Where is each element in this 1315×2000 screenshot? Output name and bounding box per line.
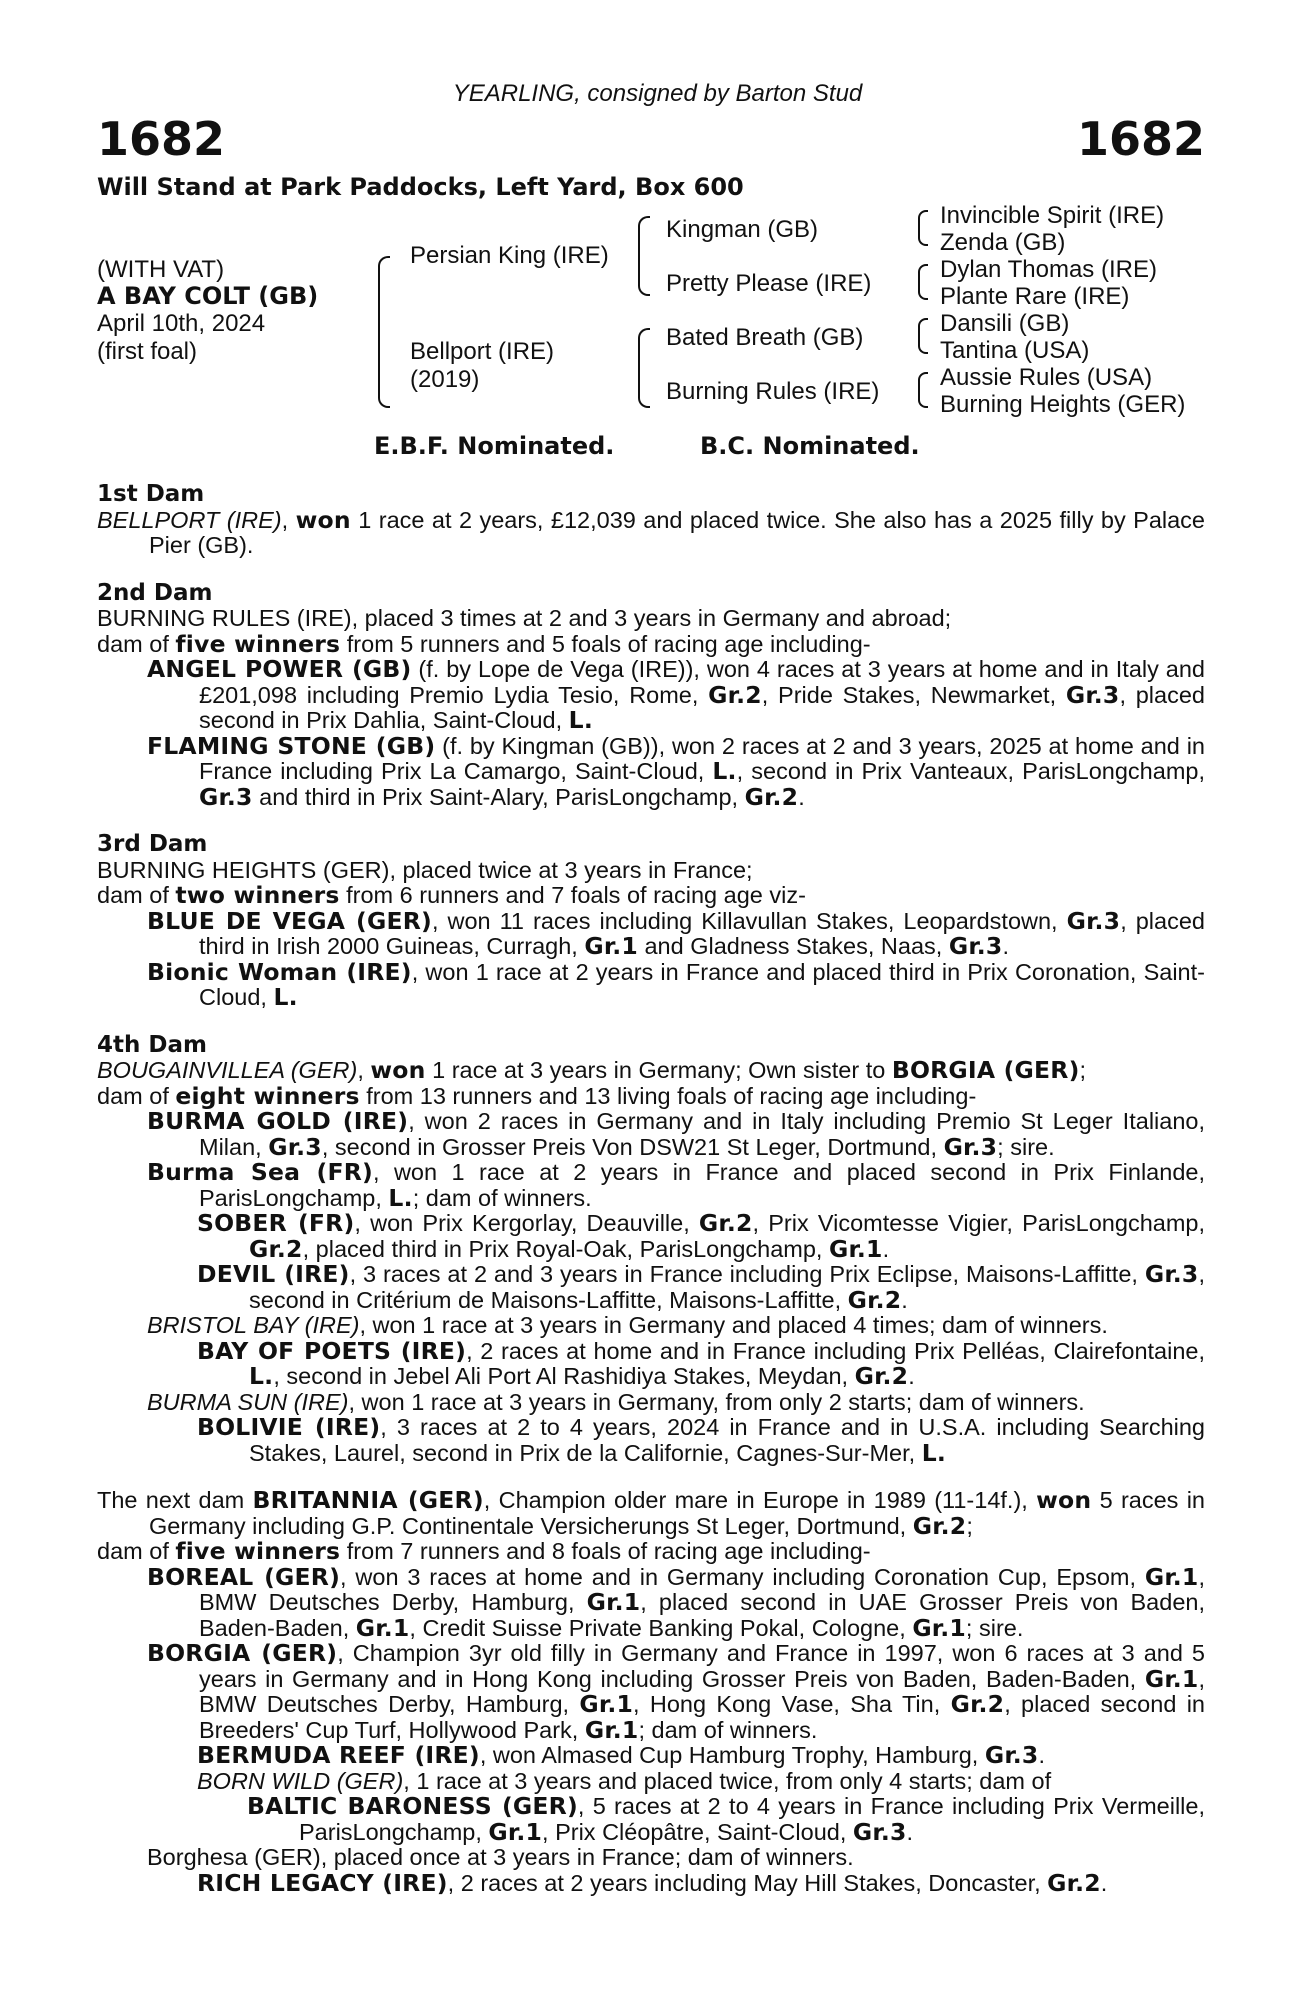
section-heading: 2nd Dam [97,579,213,606]
section-heading: 3rd Dam [97,831,208,857]
produce-summary: dam of five winners from 7 runners and 8 foals of racing age including- [97,1537,871,1565]
section-4th-dam [97,1033,1205,1467]
sire: Persian King (IRE) [410,242,609,269]
dam-record: BURNING HEIGHTS (GER), placed twice at 3 years in France; [97,856,753,883]
section-1st-dam [97,482,1205,559]
produce-entry: BURMA SUN (IRE), won 1 race at 3 years in Germany, from only 2 starts; dam of winners. [147,1388,1085,1415]
section-3rd-dam [97,832,1205,1011]
produce-entry: ANGEL POWER (GB) (f. by Lope de Vega (IRE)), won 4 races at 3 years at home and in Italy and £201,098 including Premio Lydia Tesio, Rome, Gr.2, Pride Stakes, Newmarket, Gr.3, placed second in Prix Dahlia, Saint-Cloud, L. [147,655,1205,734]
dam-dam: Burning Rules (IRE) [666,378,880,405]
dam-record: BELLPORT (IRE), won 1 race at 2 years, £12,039 and placed twice. She also has a 2025 filly by Palace Pier (GB). [97,505,1206,558]
g3-ancestor: Burning Heights (GER) [940,391,1186,418]
produce-entry: BRISTOL BAY (IRE), won 1 race at 3 years in Germany and placed 4 times; dam of winners. [147,1312,1108,1338]
lot-number-left: 1682 [97,112,226,166]
produce-entry: BLUE DE VEGA (GER), won 11 races including Killavullan Stakes, Leopardstown, Gr.3, placed third in Irish 2000 Guineas, Curragh, Gr.1 and Gladness Stakes, Naas, Gr.3. [147,906,1205,960]
section-heading: 1st Dam [97,481,205,507]
sire-dam: Pretty Please (IRE) [666,270,872,297]
lot-number-right: 1682 [1076,112,1205,166]
produce-entry: BORN WILD (GER), 1 race at 3 years and placed twice, from only 4 starts; dam of [197,1767,1052,1794]
g3-ancestor: Dylan Thomas (IRE) [940,256,1157,283]
dam-record: BOUGAINVILLEA (GER), won 1 race at 3 years in Germany; Own sister to BORGIA (GER); [97,1056,1087,1084]
g3-ancestor: Plante Rare (IRE) [940,283,1130,310]
produce-entry: SOBER (FR), won Prix Kergorlay, Deauville, Gr.2, Prix Vicomtesse Vigier, ParisLongchamp, Gr.2, placed third in Prix Royal-Oak, ParisLongchamp, Gr.1. [197,1209,1206,1263]
produce-entry: FLAMING STONE (GB) (f. by Kingman (GB)), won 2 races at 2 and 3 years, 2025 at home and in France including Prix La Camargo, Saint-Cloud, L., second in Prix Vanteaux, ParisLongchamp, Gr.3 and third in Prix Saint-Alary, ParisLongchamp, Gr.2. [147,731,1205,811]
section-next-dam [97,1488,1205,1896]
produce-entry: DEVIL (IRE), 3 races at 2 and 3 years in France including Prix Eclipse, Maisons-Laffitte, Gr.3, second in Critérium de Maisons-Laffitte, Maisons-Laffitte, Gr.2. [197,1260,1205,1314]
dam-record: The next dam BRITANNIA (GER), Champion older mare in Europe in 1989 (11-14f.), won 5 races in Germany including G.P. Continentale Versicherungs St Leger, Dortmund, Gr.2; [97,1486,1205,1540]
dam-record: BURNING RULES (IRE), placed 3 times at 2 and 3 years in Germany and abroad; [97,605,952,631]
stable-location: Will Stand at Park Paddocks, Left Yard, Box 600 [97,173,744,201]
section-heading: 4th Dam [97,1031,207,1058]
produce-summary: dam of eight winners from 13 runners and 13 living foals of racing age including- [97,1081,977,1110]
pedigree-brace-g3-2 [918,264,928,300]
vat-note: (WITH VAT) [97,256,225,283]
foaling-date: April 10th, 2024 [97,310,266,337]
produce-entry: BOLIVIE (IRE), 3 races at 2 to 4 years, 2024 in France and in U.S.A. including Searching Stakes, Laurel, second in Prix de la Californie, Cagnes-Sur-Mer, L. [197,1413,1205,1467]
dam-year: (2019) [410,366,480,393]
g3-ancestor: Tantina (USA) [940,337,1090,364]
produce-entry: Bionic Woman (IRE), won 1 race at 2 years in France and placed third in Prix Coronation, Saint-Cloud, L. [147,957,1205,1011]
produce-entry: BURMA GOLD (IRE), won 2 races in Germany and in Italy including Premio St Leger Italiano, Milan, Gr.3, second in Grosser Preis Von DSW21 St Leger, Dortmund, Gr.3; sire. [147,1107,1205,1161]
produce-entry: BOREAL (GER), won 3 races at home and in Germany including Coronation Cup, Epsom, Gr.1, BMW Deutsches Derby, Hamburg, Gr.1, placed second in UAE Grosser Preis von Baden, Baden-Baden, Gr.1, Credit Suisse Private Banking Pokal, Cologne, Gr.1; sire. [147,1562,1205,1642]
horse-name: A BAY COLT (GB) [97,282,319,310]
produce-entry: Borghesa (GER), placed once at 3 years in France; dam of winners. [147,1844,854,1870]
produce-entry: BALTIC BARONESS (GER), 5 races at 2 to 4 years in France including Prix Vermeille, ParisLongchamp, Gr.1, Prix Cléopâtre, Saint-Cloud, Gr.3. [247,1792,1205,1846]
produce-entry: Burma Sea (FR), won 1 race at 2 years in France and placed second in Prix Finlande, ParisLongchamp, L.; dam of winners. [147,1158,1205,1212]
g3-ancestor: Invincible Spirit (IRE) [940,202,1165,229]
sire-sire: Kingman (GB) [666,216,819,243]
pedigree-brace-g3-1 [918,210,928,246]
pedigree-brace-sire [638,216,650,296]
pedigree-brace-g3-4 [918,372,928,408]
g3-ancestor: Aussie Rules (USA) [940,364,1153,391]
produce-summary: dam of two winners from 6 runners and 7 foals of racing age viz- [97,881,806,909]
ebf-nomination: E.B.F. Nominated. [374,432,615,460]
pedigree-brace-g3-3 [918,318,928,354]
produce-entry: BORGIA (GER), Champion 3yr old filly in Germany and France in 1997, won 6 races at 3 and 5 years in Germany and in Hong Kong including Grosser Preis von Baden, Baden-Baden, Gr.1, BMW Deutsches Derby, Hamburg, Gr.1, Hong Kong Vase, Sha Tin, Gr.2, placed second in Breeders' Cup Turf, Hollywood Park, Gr.1; dam of winners. [147,1639,1205,1744]
foal-note: (first foal) [97,338,198,365]
section-2nd-dam [97,581,1205,811]
pedigree-brace-dam [638,328,650,408]
dam-sire: Bated Breath (GB) [666,324,864,351]
produce-summary: dam of five winners from 5 runners and 5 foals of racing age including- [97,629,871,658]
g3-ancestor: Dansili (GB) [940,310,1070,337]
dam: Bellport (IRE) [410,338,555,365]
family-text [97,482,1205,1896]
bc-nomination: B.C. Nominated. [700,432,920,460]
pedigree-brace-main [378,256,390,408]
produce-entry: RICH LEGACY (IRE), 2 races at 2 years including May Hill Stakes, Doncaster, Gr.2. [197,1868,1108,1897]
consignment-line: YEARLING, consigned by Barton Stud [452,80,863,107]
produce-entry: BERMUDA REEF (IRE), won Almased Cup Hamburg Trophy, Hamburg, Gr.3. [197,1741,1045,1769]
produce-entry: BAY OF POETS (IRE), 2 races at home and in France including Prix Pelléas, Clairefontaine, L., second in Jebel Ali Port Al Rashidiya Stakes, Meydan, Gr.2. [197,1336,1205,1390]
g3-ancestor: Zenda (GB) [940,229,1066,256]
